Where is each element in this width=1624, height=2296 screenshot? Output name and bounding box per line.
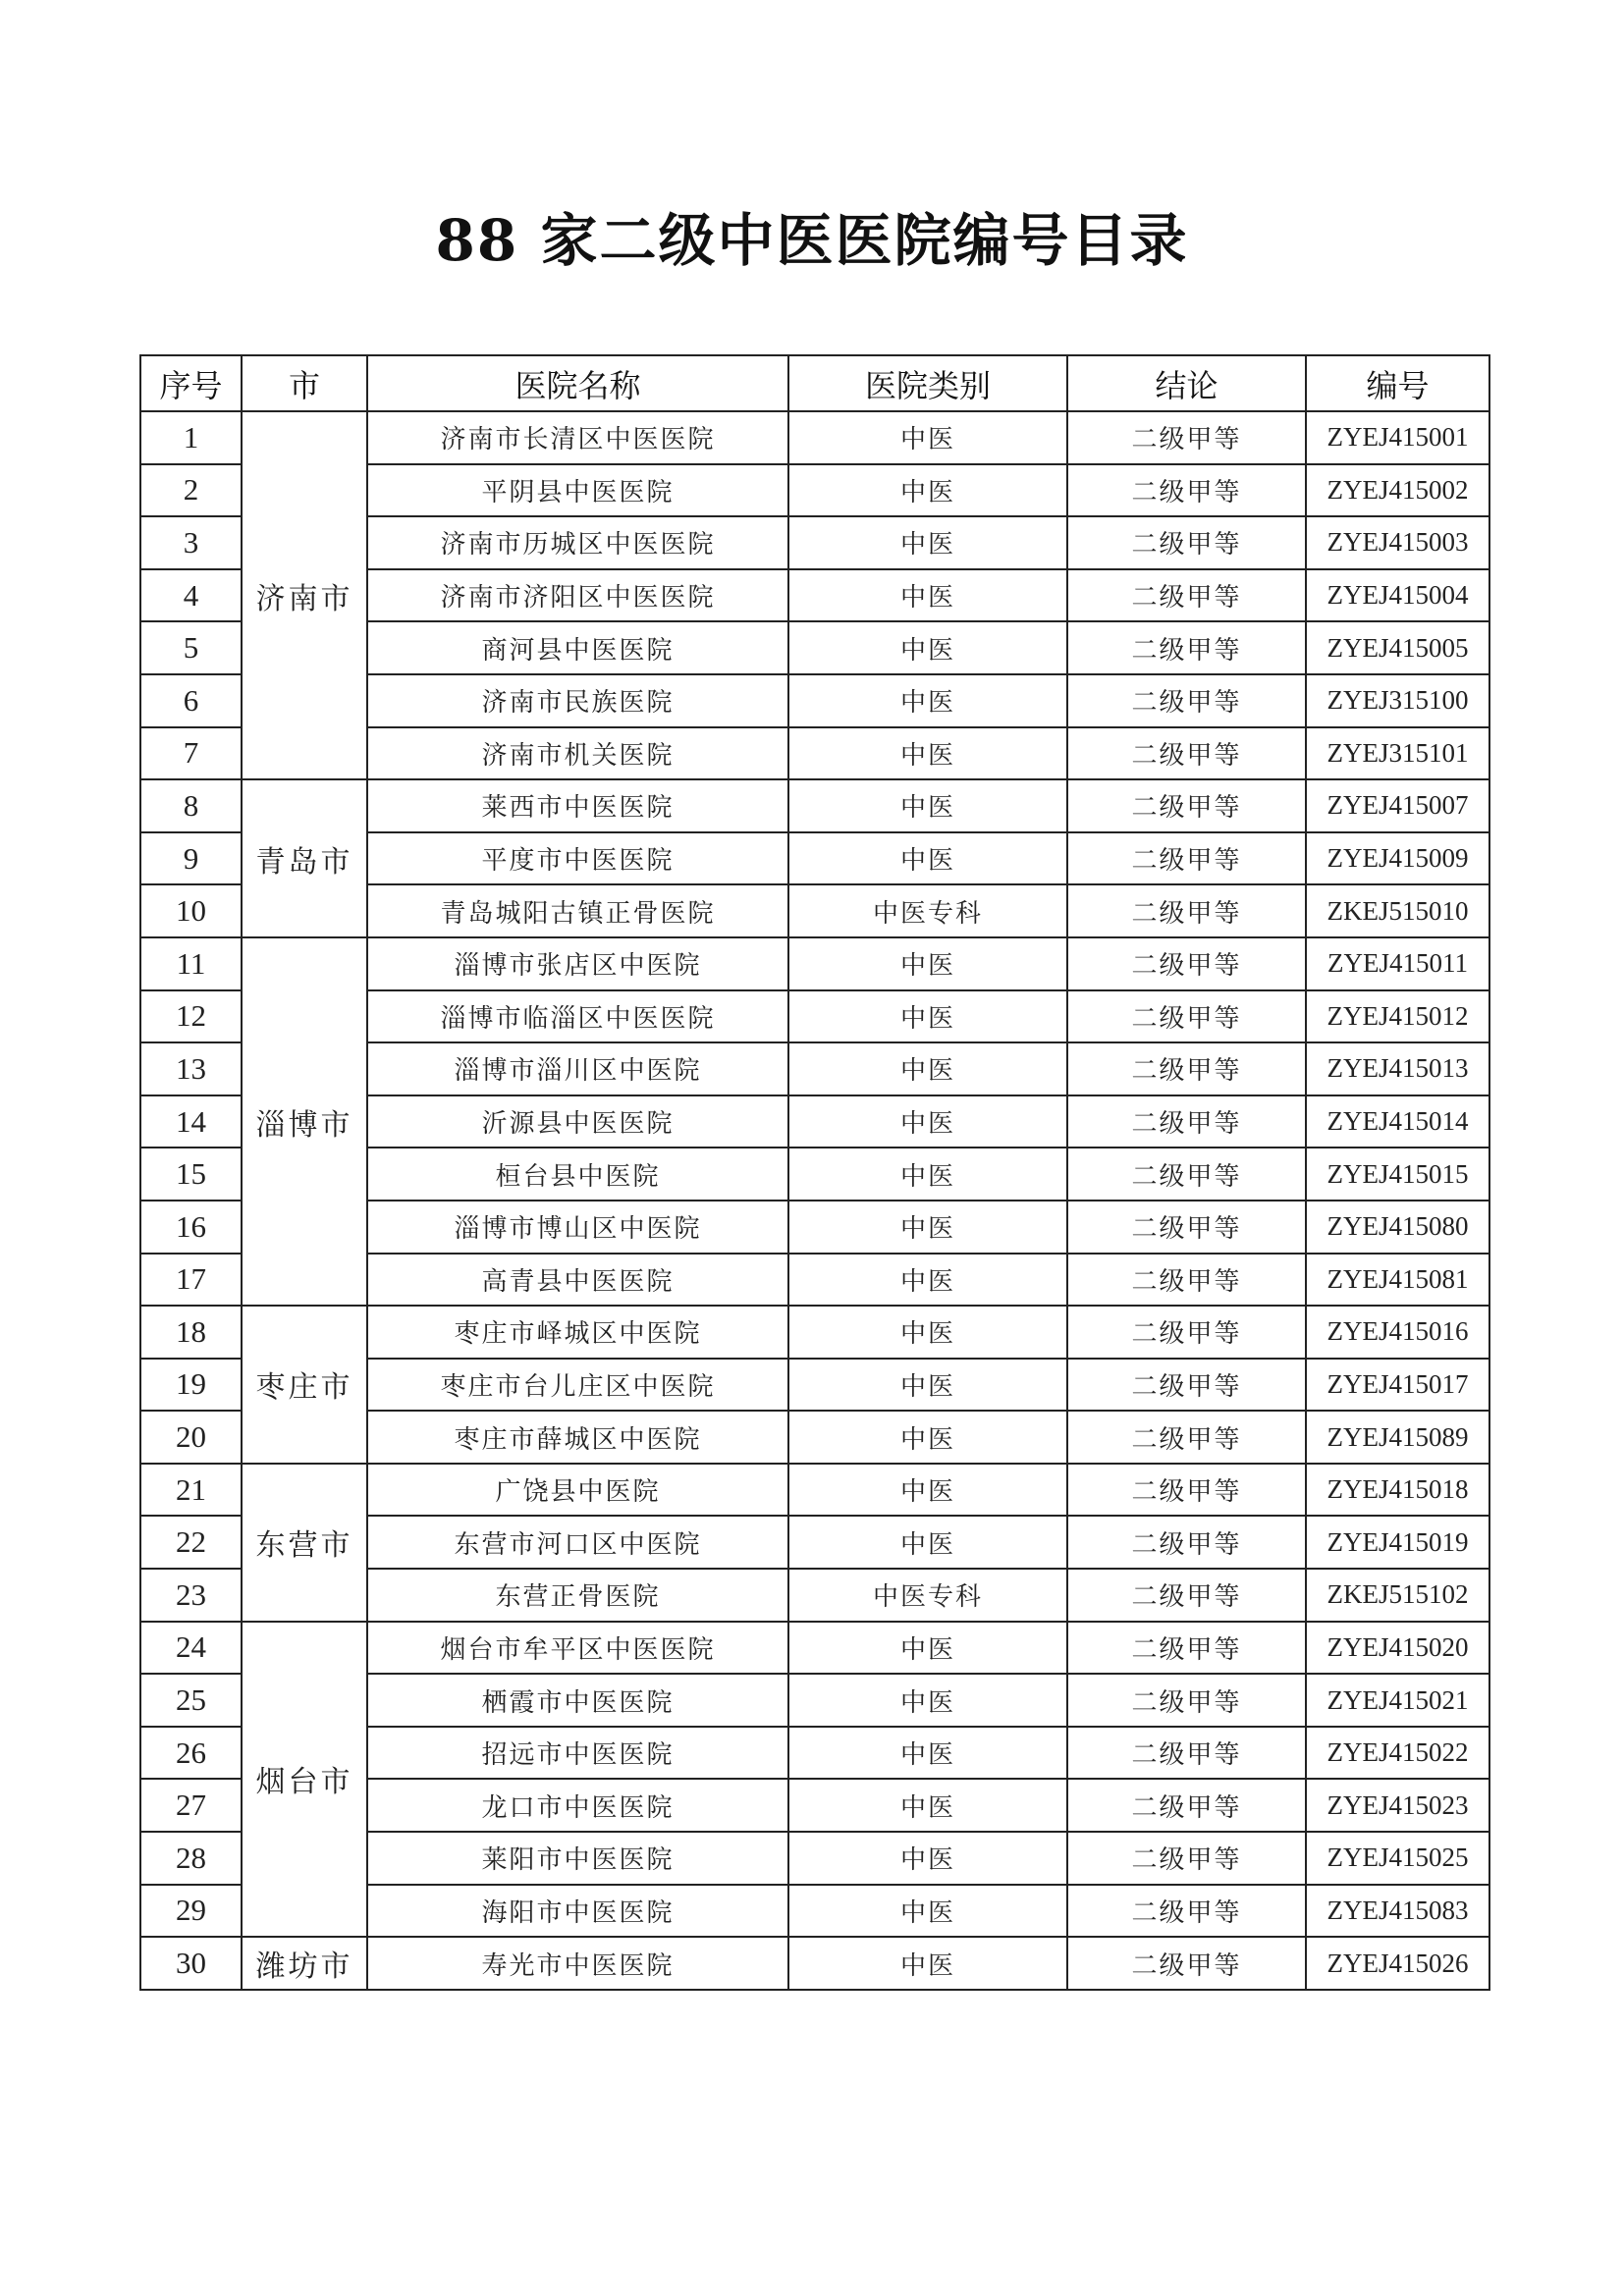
grade-result: 二级甲等 <box>1067 1937 1306 1990</box>
row-index: 19 <box>140 1359 242 1412</box>
hospital-name: 平度市中医医院 <box>367 832 788 885</box>
grade-result: 二级甲等 <box>1067 464 1306 517</box>
table-row <box>140 411 1489 464</box>
hospital-code: ZYEJ415014 <box>1306 1095 1489 1148</box>
grade-result: 二级甲等 <box>1067 569 1306 622</box>
city-cell: 东营市 <box>242 1464 367 1622</box>
row-index: 10 <box>140 884 242 937</box>
hospital-name: 招远市中医医院 <box>367 1727 788 1780</box>
grade-result: 二级甲等 <box>1067 1622 1306 1675</box>
hospital-type: 中医 <box>788 1464 1067 1517</box>
row-index: 12 <box>140 990 242 1043</box>
hospital-name: 栖霞市中医医院 <box>367 1674 788 1727</box>
hospital-type: 中医 <box>788 411 1067 464</box>
hospital-code: ZYEJ415002 <box>1306 464 1489 517</box>
grade-result: 二级甲等 <box>1067 1359 1306 1412</box>
hospital-code: ZYEJ415089 <box>1306 1411 1489 1464</box>
hospital-type: 中医 <box>788 1885 1067 1938</box>
hospital-type: 中医 <box>788 1148 1067 1201</box>
grade-result: 二级甲等 <box>1067 1254 1306 1307</box>
row-index: 30 <box>140 1937 242 1990</box>
hospital-code: ZYEJ415007 <box>1306 779 1489 832</box>
header-code: 编号 <box>1306 355 1489 411</box>
grade-result: 二级甲等 <box>1067 1674 1306 1727</box>
hospital-type: 中医 <box>788 832 1067 885</box>
hospital-name: 淄博市张店区中医院 <box>367 937 788 990</box>
grade-result: 二级甲等 <box>1067 832 1306 885</box>
header-city: 市 <box>242 355 367 411</box>
hospital-name: 莱阳市中医医院 <box>367 1832 788 1885</box>
hospital-name: 枣庄市台儿庄区中医院 <box>367 1359 788 1412</box>
hospital-code: ZKEJ515010 <box>1306 884 1489 937</box>
row-index: 14 <box>140 1095 242 1148</box>
header-hospital-type: 医院类别 <box>788 355 1067 411</box>
grade-result: 二级甲等 <box>1067 1095 1306 1148</box>
grade-result: 二级甲等 <box>1067 516 1306 569</box>
grade-result: 二级甲等 <box>1067 727 1306 780</box>
hospital-type: 中医 <box>788 779 1067 832</box>
hospital-name: 商河县中医医院 <box>367 621 788 674</box>
hospital-code: ZYEJ415013 <box>1306 1042 1489 1095</box>
hospital-name: 枣庄市峄城区中医院 <box>367 1306 788 1359</box>
hospital-type: 中医 <box>788 464 1067 517</box>
row-index: 8 <box>140 779 242 832</box>
hospital-code: ZYEJ415012 <box>1306 990 1489 1043</box>
city-cell: 青岛市 <box>242 779 367 937</box>
city-cell: 淄博市 <box>242 937 367 1306</box>
hospital-type: 中医 <box>788 674 1067 727</box>
hospital-type: 中医 <box>788 1095 1067 1148</box>
grade-result: 二级甲等 <box>1067 1779 1306 1832</box>
row-index: 7 <box>140 727 242 780</box>
hospital-name: 寿光市中医医院 <box>367 1937 788 1990</box>
hospital-type: 中医 <box>788 1516 1067 1569</box>
header-result: 结论 <box>1067 355 1306 411</box>
row-index: 27 <box>140 1779 242 1832</box>
row-index: 17 <box>140 1254 242 1307</box>
grade-result: 二级甲等 <box>1067 884 1306 937</box>
table-row <box>140 1622 1489 1675</box>
header-index: 序号 <box>140 355 242 411</box>
row-index: 28 <box>140 1832 242 1885</box>
row-index: 26 <box>140 1727 242 1780</box>
hospital-code: ZYEJ415021 <box>1306 1674 1489 1727</box>
hospital-type: 中医 <box>788 1411 1067 1464</box>
row-index: 29 <box>140 1885 242 1938</box>
hospital-type: 中医 <box>788 937 1067 990</box>
hospital-type: 中医 <box>788 1254 1067 1307</box>
hospital-code: ZYEJ415005 <box>1306 621 1489 674</box>
hospital-code: ZYEJ315101 <box>1306 727 1489 780</box>
hospital-name: 莱西市中医医院 <box>367 779 788 832</box>
hospital-type: 中医 <box>788 1042 1067 1095</box>
row-index: 15 <box>140 1148 242 1201</box>
grade-result: 二级甲等 <box>1067 1832 1306 1885</box>
hospital-type: 中医 <box>788 1779 1067 1832</box>
hospital-type: 中医 <box>788 1622 1067 1675</box>
hospital-type: 中医专科 <box>788 1569 1067 1622</box>
hospital-name: 济南市济阳区中医医院 <box>367 569 788 622</box>
row-index: 25 <box>140 1674 242 1727</box>
row-index: 24 <box>140 1622 242 1675</box>
table-body <box>140 411 1489 1990</box>
hospital-name: 龙口市中医医院 <box>367 1779 788 1832</box>
grade-result: 二级甲等 <box>1067 937 1306 990</box>
hospital-type: 中医 <box>788 1306 1067 1359</box>
hospital-code: ZYEJ415004 <box>1306 569 1489 622</box>
hospital-type: 中医 <box>788 1832 1067 1885</box>
row-index: 18 <box>140 1306 242 1359</box>
grade-result: 二级甲等 <box>1067 1464 1306 1517</box>
grade-result: 二级甲等 <box>1067 1516 1306 1569</box>
hospital-code: ZYEJ415026 <box>1306 1937 1489 1990</box>
hospital-name: 海阳市中医医院 <box>367 1885 788 1938</box>
table-row <box>140 937 1489 990</box>
hospital-code: ZKEJ515102 <box>1306 1569 1489 1622</box>
hospital-code: ZYEJ415081 <box>1306 1254 1489 1307</box>
grade-result: 二级甲等 <box>1067 411 1306 464</box>
grade-result: 二级甲等 <box>1067 1727 1306 1780</box>
grade-result: 二级甲等 <box>1067 779 1306 832</box>
page-title: 88 家二级中医医院编号目录 <box>435 207 1189 274</box>
hospital-type: 中医 <box>788 569 1067 622</box>
table-row <box>140 779 1489 832</box>
hospital-code: ZYEJ415009 <box>1306 832 1489 885</box>
hospital-name: 枣庄市薛城区中医院 <box>367 1411 788 1464</box>
row-index: 23 <box>140 1569 242 1622</box>
header-hospital-name: 医院名称 <box>367 355 788 411</box>
grade-result: 二级甲等 <box>1067 990 1306 1043</box>
hospital-table <box>139 354 1490 1991</box>
table-row <box>140 1464 1489 1517</box>
hospital-name: 济南市机关医院 <box>367 727 788 780</box>
grade-result: 二级甲等 <box>1067 621 1306 674</box>
hospital-name: 济南市长清区中医医院 <box>367 411 788 464</box>
header-row <box>140 355 1489 411</box>
grade-result: 二级甲等 <box>1067 674 1306 727</box>
hospital-code: ZYEJ415003 <box>1306 516 1489 569</box>
hospital-name: 淄博市临淄区中医医院 <box>367 990 788 1043</box>
row-index: 16 <box>140 1201 242 1254</box>
row-index: 20 <box>140 1411 242 1464</box>
hospital-name: 广饶县中医院 <box>367 1464 788 1517</box>
hospital-code: ZYEJ415018 <box>1306 1464 1489 1517</box>
hospital-type: 中医 <box>788 1727 1067 1780</box>
hospital-name: 东营市河口区中医院 <box>367 1516 788 1569</box>
row-index: 9 <box>140 832 242 885</box>
hospital-code: ZYEJ315100 <box>1306 674 1489 727</box>
hospital-type: 中医 <box>788 621 1067 674</box>
table-row <box>140 1306 1489 1359</box>
grade-result: 二级甲等 <box>1067 1148 1306 1201</box>
hospital-type: 中医 <box>788 1201 1067 1254</box>
grade-result: 二级甲等 <box>1067 1569 1306 1622</box>
hospital-type: 中医 <box>788 1937 1067 1990</box>
hospital-code: ZYEJ415083 <box>1306 1885 1489 1938</box>
hospital-code: ZYEJ415080 <box>1306 1201 1489 1254</box>
hospital-name: 淄博市淄川区中医院 <box>367 1042 788 1095</box>
hospital-code: ZYEJ415020 <box>1306 1622 1489 1675</box>
hospital-name: 青岛城阳古镇正骨医院 <box>367 884 788 937</box>
row-index: 6 <box>140 674 242 727</box>
row-index: 1 <box>140 411 242 464</box>
row-index: 4 <box>140 569 242 622</box>
row-index: 11 <box>140 937 242 990</box>
grade-result: 二级甲等 <box>1067 1411 1306 1464</box>
row-index: 2 <box>140 464 242 517</box>
hospital-type: 中医 <box>788 727 1067 780</box>
hospital-name: 东营正骨医院 <box>367 1569 788 1622</box>
row-index: 5 <box>140 621 242 674</box>
city-cell: 枣庄市 <box>242 1306 367 1464</box>
city-cell: 烟台市 <box>242 1622 367 1938</box>
hospital-name: 桓台县中医院 <box>367 1148 788 1201</box>
hospital-code: ZYEJ415011 <box>1306 937 1489 990</box>
hospital-name: 平阴县中医医院 <box>367 464 788 517</box>
row-index: 13 <box>140 1042 242 1095</box>
hospital-name: 沂源县中医医院 <box>367 1095 788 1148</box>
grade-result: 二级甲等 <box>1067 1885 1306 1938</box>
hospital-code: ZYEJ415023 <box>1306 1779 1489 1832</box>
grade-result: 二级甲等 <box>1067 1042 1306 1095</box>
hospital-type: 中医 <box>788 990 1067 1043</box>
hospital-name: 淄博市博山区中医院 <box>367 1201 788 1254</box>
hospital-type: 中医 <box>788 1359 1067 1412</box>
hospital-code: ZYEJ415019 <box>1306 1516 1489 1569</box>
hospital-code: ZYEJ415025 <box>1306 1832 1489 1885</box>
hospital-type: 中医专科 <box>788 884 1067 937</box>
hospital-type: 中医 <box>788 1674 1067 1727</box>
hospital-code: ZYEJ415017 <box>1306 1359 1489 1412</box>
row-index: 21 <box>140 1464 242 1517</box>
row-index: 3 <box>140 516 242 569</box>
row-index: 22 <box>140 1516 242 1569</box>
hospital-name: 济南市历城区中医医院 <box>367 516 788 569</box>
table-row <box>140 1937 1489 1990</box>
hospital-code: ZYEJ415015 <box>1306 1148 1489 1201</box>
hospital-name: 济南市民族医院 <box>367 674 788 727</box>
hospital-code: ZYEJ415016 <box>1306 1306 1489 1359</box>
hospital-code: ZYEJ415001 <box>1306 411 1489 464</box>
city-cell: 潍坊市 <box>242 1937 367 1990</box>
hospital-code: ZYEJ415022 <box>1306 1727 1489 1780</box>
hospital-name: 高青县中医医院 <box>367 1254 788 1307</box>
grade-result: 二级甲等 <box>1067 1306 1306 1359</box>
hospital-name: 烟台市牟平区中医医院 <box>367 1622 788 1675</box>
hospital-type: 中医 <box>788 516 1067 569</box>
grade-result: 二级甲等 <box>1067 1201 1306 1254</box>
city-cell: 济南市 <box>242 411 367 779</box>
